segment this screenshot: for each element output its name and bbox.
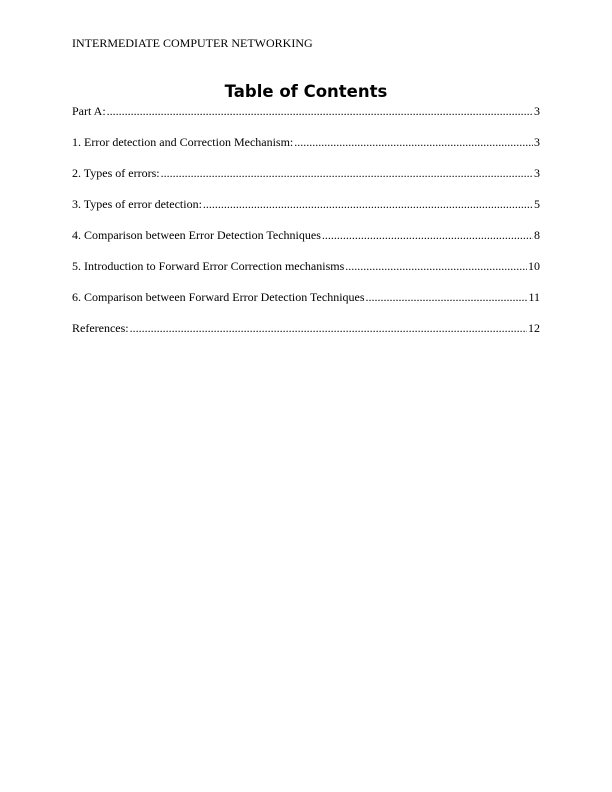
toc-dot-leader: [294, 135, 533, 150]
toc-entry-page-number: 5: [534, 197, 540, 211]
toc-entry-label: References:: [72, 321, 129, 335]
toc-entry-references[interactable]: [72, 321, 540, 336]
toc-dot-leader: [366, 290, 528, 305]
toc-entry-page-number: 8: [534, 228, 540, 242]
toc-entry-comparison-forward-error[interactable]: [72, 290, 540, 305]
toc-entry-label: Part A:: [72, 104, 106, 118]
toc-entry-label: 5. Introduction to Forward Error Correction mechanisms: [72, 259, 345, 273]
toc-entry-page-number: 3: [534, 104, 540, 118]
running-header: INTERMEDIATE COMPUTER NETWORKING: [72, 36, 313, 50]
toc-dot-leader: [203, 197, 533, 212]
toc-title: Table of Contents: [224, 82, 388, 101]
toc-dot-leader: [107, 104, 533, 119]
toc-entry-types-of-errors[interactable]: [72, 166, 540, 181]
toc-dot-leader: [161, 166, 533, 181]
toc-entry-page-number: 3: [534, 166, 540, 180]
toc-dot-leader: [130, 321, 527, 336]
toc-entry-page-number: 11: [528, 290, 540, 304]
toc-entry-forward-error-correction-intro[interactable]: [72, 259, 540, 274]
toc-dot-leader: [345, 259, 527, 274]
toc-entry-label: 3. Types of error detection:: [72, 197, 202, 211]
toc-entry-label: 1. Error detection and Correction Mechanism:: [72, 135, 294, 149]
toc-entry-page-number: 12: [528, 321, 540, 335]
toc-entry-types-of-error-detection[interactable]: [72, 197, 540, 212]
table-of-contents: [72, 104, 540, 352]
toc-entry-page-number: 3: [534, 135, 540, 149]
toc-entry-page-number: 10: [528, 259, 540, 273]
toc-entry-part-a[interactable]: [72, 104, 540, 119]
toc-dot-leader: [322, 228, 533, 243]
toc-entry-label: 6. Comparison between Forward Error Detection Techniques: [72, 290, 365, 304]
toc-entry-label: 4. Comparison between Error Detection Techniques: [72, 228, 321, 242]
toc-entry-comparison-error-detection[interactable]: [72, 228, 540, 243]
toc-entry-label: 2. Types of errors:: [72, 166, 160, 180]
toc-entry-error-detection-correction[interactable]: [72, 135, 540, 150]
